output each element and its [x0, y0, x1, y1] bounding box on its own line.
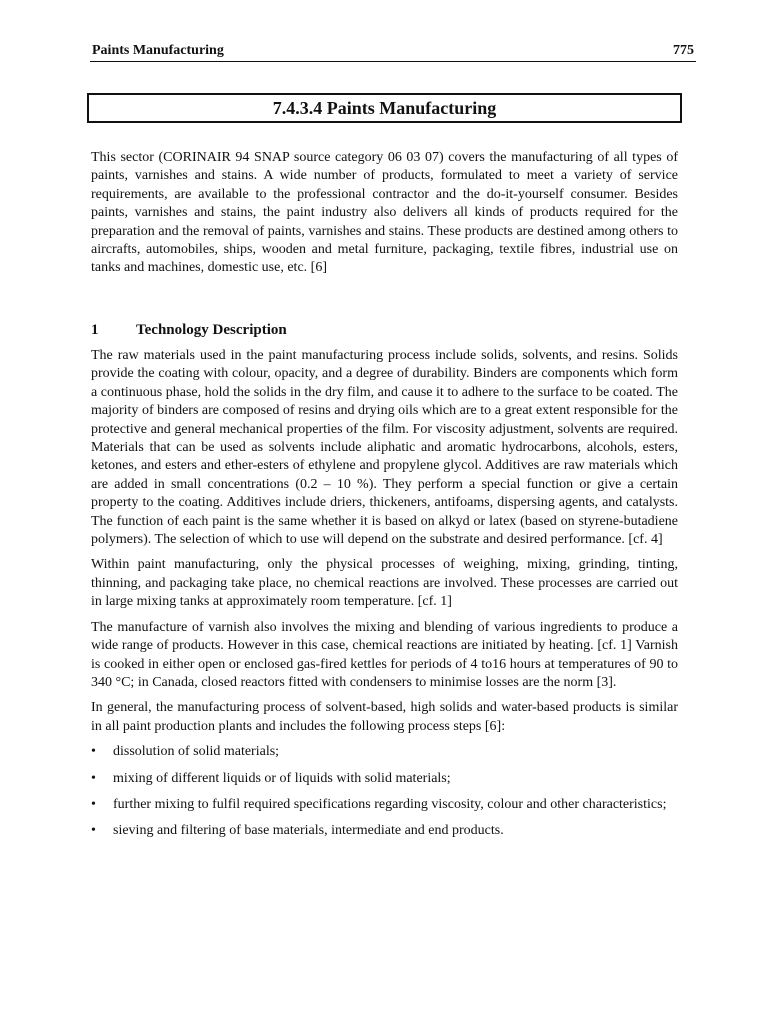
- intro-section: [91, 149, 678, 278]
- list-item: [91, 770, 678, 788]
- bullet-icon: •: [91, 823, 96, 839]
- list-item-text: dissolution of solid materials;: [113, 744, 280, 760]
- body-text: [91, 347, 678, 849]
- list-item-text: mixing of different liquids or of liquids with solid materials;: [113, 770, 451, 786]
- subsection-title: Technology Description: [136, 322, 287, 338]
- running-header: [90, 42, 696, 60]
- list-item: [91, 822, 678, 840]
- paragraph-varnish: The manufacture of varnish also involves the mixing and blending of various ingredients to produce a wide range of products. However in this case, chemical reactions are initiated by heating. [cf. 1] Varnish is cooked in either open or enclosed gas-fired kettles for periods of 4 to16 hours at temperatures of 90 to 340 °C; in Canada, closed reactors fitted with condensers to minimise losses are the norm [3].: [91, 619, 678, 690]
- bullet-icon: •: [91, 744, 96, 760]
- section-title: 7.4.3.4 Paints Manufacturing: [87, 93, 682, 123]
- intro-paragraph: This sector (CORINAIR 94 SNAP source category 06 03 07) covers the manufacturing of all types of paints, varnishes and stains. A wide number of products, formulated to meet a variety of service requirements, are available to the professional contractor and the do-it-yourself consumer. Besides paints, varnishes and stains, the paint industry also delivers all kinds of products required for the preparation and the removal of paints, varnishes and stains. These products are destined among others to aircrafts, automobiles, ships, wooden and metal furniture, packaging, textile fibres, industrial use on tanks and machines, domestic use, etc. [6]: [91, 150, 678, 276]
- paragraph-process-steps: In general, the manufacturing process of solvent-based, high solids and water-based products is similar in all paint production plants and includes the following process steps [6]:: [91, 700, 678, 734]
- header-divider: [90, 61, 696, 62]
- page-number: 775: [673, 43, 694, 58]
- paragraph-physical-processes: Within paint manufacturing, only the physical processes of weighing, mixing, grinding, tinting, thinning, and packaging take place, no chemical reactions are involved. These processes are carried out in large mixing tanks at approximately room temperature. [cf. 1]: [91, 557, 678, 610]
- process-steps-list: [91, 743, 678, 841]
- subsection-heading: [91, 321, 287, 339]
- subsection-number: 1: [91, 322, 99, 338]
- bullet-icon: •: [91, 770, 96, 786]
- running-header-title: Paints Manufacturing: [92, 43, 224, 58]
- list-item: [91, 743, 678, 761]
- bullet-icon: •: [91, 796, 96, 812]
- list-item: [91, 796, 678, 814]
- list-item-text: further mixing to fulfil required specifications regarding viscosity, colour and other characteristics;: [113, 796, 667, 812]
- list-item-text: sieving and filtering of base materials, intermediate and end products.: [113, 823, 504, 839]
- paragraph-raw-materials: The raw materials used in the paint manufacturing process include solids, solvents, and resins. Solids provide the coating with colour, opacity, and a degree of durability. Binders are components which form a continuous phase, hold the solids in the dry film, and cause it to adhere to the surface to be coated. The majority of binders are composed of resins and drying oils which are to a great extent responsible for the protective and general mechanical properties of the film. For viscosity adjustment, solvents are required. Materials that can be used as solvents include aliphatic and aromatic hydrocarbons, alcohols, esters, ketones, and esters and ether-esters of ethylene and propylene glycol. Additives are raw materials which are added in small concentrations (0.2 – 10 %). They perform a special function or give a certain property to the coating. Additives include driers, thickeners, antifoams, dispersing agents, and catalysts. The function of each paint is the same whether it is based on alkyd or latex (based on styrene-butadiene polymers). The selection of which to use will depend on the substrate and desired performance. [cf. 4]: [91, 348, 678, 548]
